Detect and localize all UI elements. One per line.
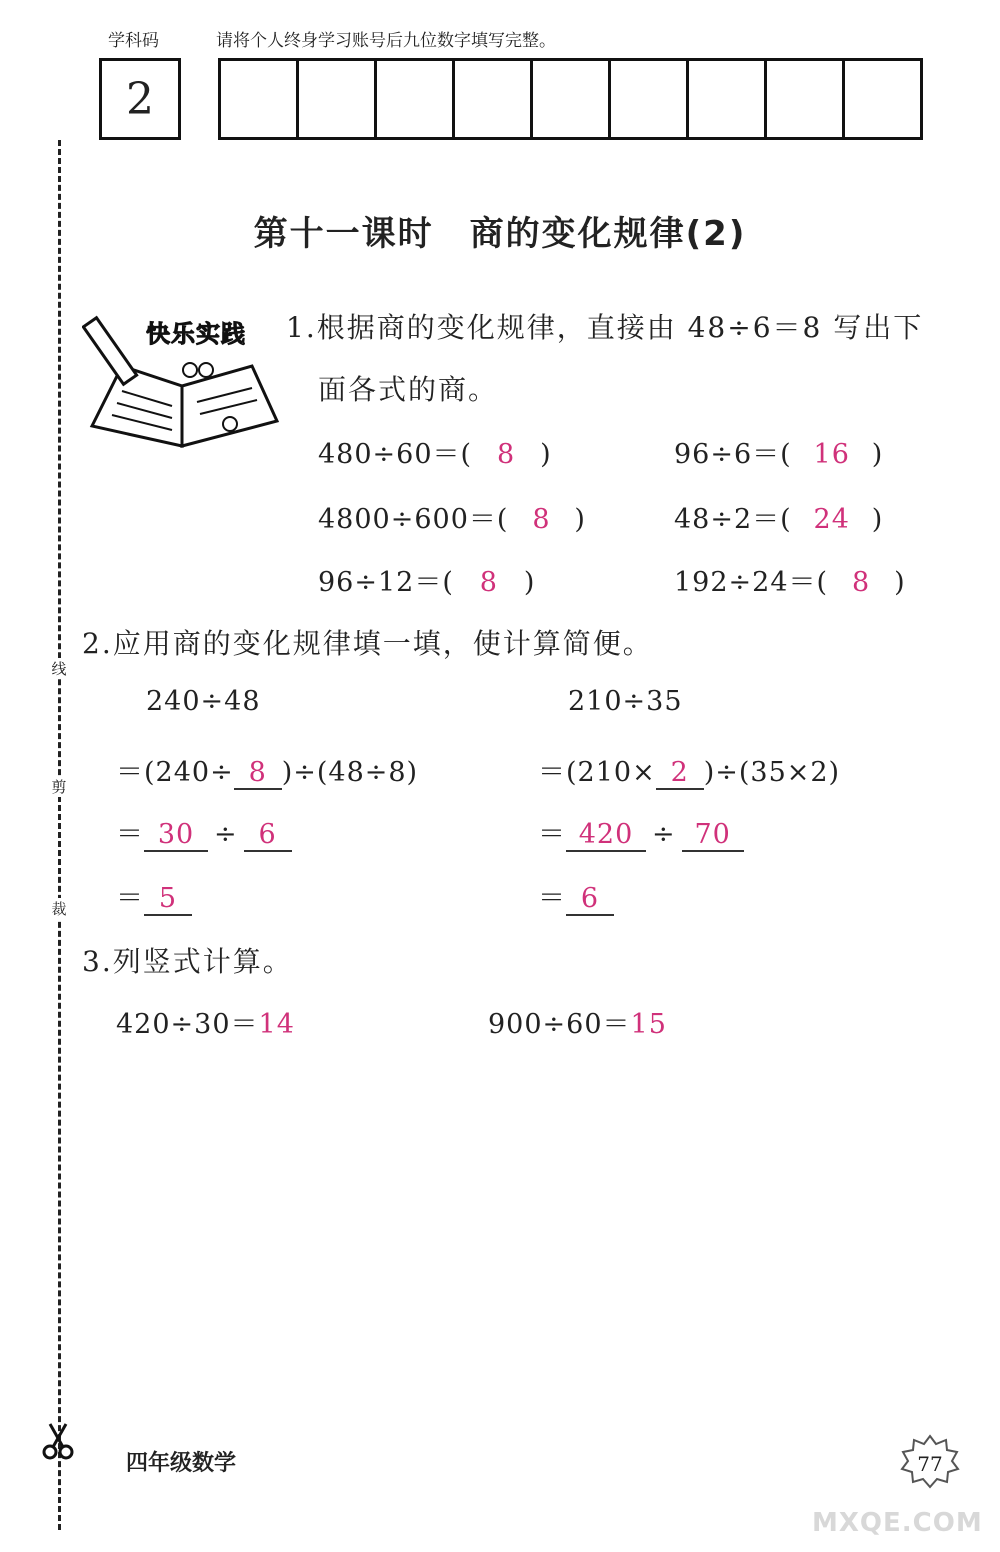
- q1-expression: 48÷2＝(: [674, 504, 792, 535]
- book-name: 四年级数学: [126, 1451, 237, 1476]
- cut-label-trim: 裁: [51, 900, 67, 918]
- q3-prompt: 3.列竖式计算。: [82, 945, 293, 978]
- q2-right-blank[interactable]: 420: [566, 820, 646, 852]
- q2-left-step1: [116, 750, 418, 790]
- q2-left-blank[interactable]: 6: [244, 820, 292, 852]
- q2-right-step3: [538, 876, 614, 916]
- q1-close-paren: ): [523, 567, 536, 598]
- account-digit-box[interactable]: [455, 61, 533, 137]
- q1-prompt-line1: 1.根据商的变化规律，直接由 48÷6＝8 写出下: [286, 311, 924, 344]
- q2-right-step1-prefix: ＝(210×: [538, 757, 656, 788]
- q1-answer: 24: [813, 504, 850, 535]
- q1-answer: 8: [496, 439, 516, 470]
- q2-left-step2: [116, 812, 292, 852]
- q2-right-step1: [538, 750, 840, 790]
- q1-close-paren: ): [894, 567, 906, 598]
- cut-label-cut: 剪: [51, 778, 67, 796]
- q2-left-blank[interactable]: 8: [234, 758, 282, 790]
- q1-item: [674, 560, 906, 599]
- q2-divide: ÷: [652, 819, 676, 850]
- q3-right: [488, 1002, 667, 1041]
- q1-expression: 96÷6＝(: [674, 439, 792, 470]
- cut-line: [58, 140, 61, 1530]
- q2-equals: ＝: [538, 883, 566, 914]
- q2-prompt: 2.应用商的变化规律填一填，使计算简便。: [82, 627, 653, 660]
- q1-close-paren: ): [871, 439, 884, 470]
- q1-expression: 96÷12＝(: [318, 567, 454, 598]
- q2-equals: ＝: [538, 819, 566, 850]
- q2-right-step2: [538, 812, 744, 852]
- subject-code-box: 2: [99, 58, 181, 140]
- q2-right-step1-suffix: )÷(35×2): [703, 757, 841, 788]
- q1-expression: 480÷60＝(: [318, 439, 473, 470]
- q3-left: [116, 1002, 295, 1041]
- q3-right-answer: 15: [630, 1009, 667, 1040]
- subject-code-label: 学科码: [108, 31, 159, 51]
- account-digit-box[interactable]: [377, 61, 455, 137]
- account-number-boxes: [218, 58, 923, 140]
- q1-close-paren: ): [574, 504, 586, 535]
- account-digit-box[interactable]: [533, 61, 611, 137]
- scissors-icon: [40, 1422, 76, 1460]
- q1-item: [318, 432, 552, 471]
- q3-left-expression: 420÷30＝: [116, 1009, 259, 1040]
- q2-left-step1-suffix: )÷(48÷8): [281, 757, 419, 788]
- cut-label-line: 线: [51, 660, 67, 678]
- q3-right-expression: 900÷60＝: [488, 1009, 631, 1040]
- account-instruction: 请将个人终身学习账号后九位数字填写完整。: [216, 31, 556, 51]
- page-number: 77: [917, 1452, 943, 1476]
- q2-right-blank[interactable]: 70: [682, 820, 744, 852]
- account-digit-box[interactable]: [221, 61, 299, 137]
- q2-right-expression: 210÷35: [568, 686, 683, 717]
- account-digit-box[interactable]: [611, 61, 689, 137]
- account-digit-box[interactable]: [767, 61, 845, 137]
- q1-close-paren: ): [540, 439, 552, 470]
- q1-item: [318, 497, 586, 536]
- q2-equals: ＝: [116, 819, 144, 850]
- q1-expression: 192÷24＝(: [674, 567, 829, 598]
- account-digit-box[interactable]: [299, 61, 377, 137]
- q3-left-answer: 14: [258, 1009, 295, 1040]
- q1-answer: 16: [813, 439, 850, 470]
- q1-answer: 8: [479, 567, 498, 598]
- q1-answer: 8: [851, 567, 871, 598]
- account-digit-box[interactable]: [689, 61, 767, 137]
- q1-item: [318, 560, 535, 599]
- lesson-title: 第十一课时 商的变化规律(2): [253, 214, 747, 254]
- q1-close-paren: ): [871, 504, 884, 535]
- q2-right-blank[interactable]: 2: [656, 758, 704, 790]
- q2-left-step1-prefix: ＝(240÷: [116, 757, 234, 788]
- q2-left-blank[interactable]: 30: [144, 820, 208, 852]
- q2-divide: ÷: [214, 819, 238, 850]
- account-digit-box[interactable]: [845, 61, 920, 137]
- q1-answer: 8: [532, 504, 551, 535]
- section-badge: 快乐实践: [146, 320, 246, 348]
- q1-item: [674, 497, 883, 536]
- q2-equals: ＝: [116, 883, 144, 914]
- watermark: MXQE.COM: [812, 1508, 983, 1538]
- q2-right-blank[interactable]: 6: [566, 884, 614, 916]
- q1-expression: 4800÷600＝(: [318, 504, 509, 535]
- q2-left-blank[interactable]: 5: [144, 884, 192, 916]
- q2-left-step3: [116, 876, 192, 916]
- q1-prompt-line2: 面各式的商。: [318, 373, 499, 406]
- q1-item: [674, 432, 883, 471]
- q2-left-expression: 240÷48: [146, 686, 261, 717]
